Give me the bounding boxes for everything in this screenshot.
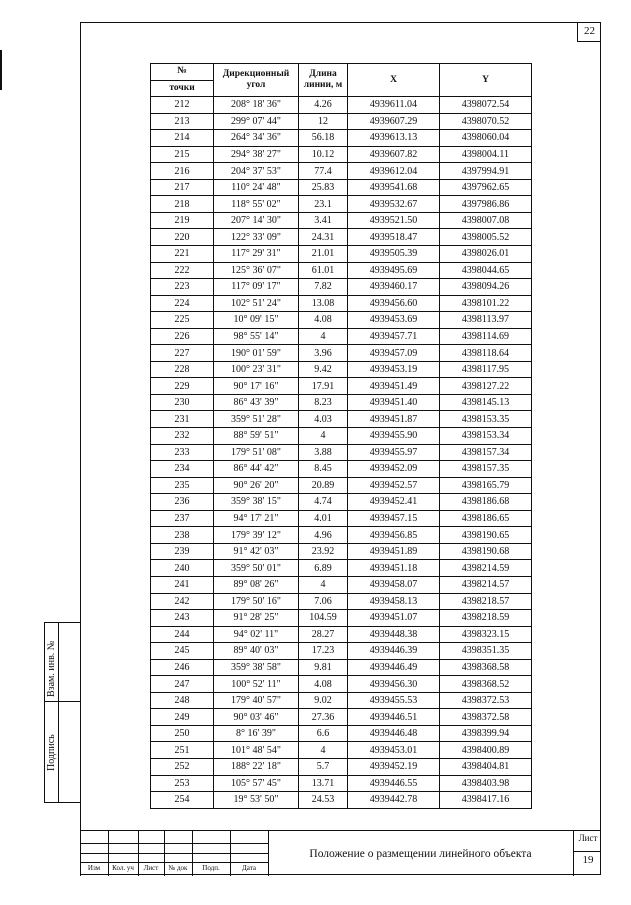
tb-col-line (573, 831, 574, 876)
table-row (151, 676, 532, 693)
coord-x: 4939451.18 (348, 560, 440, 577)
point-number: 220 (151, 229, 214, 246)
coord-x: 4939451.89 (348, 543, 440, 560)
coord-y: 4398118.64 (440, 345, 532, 362)
coord-x: 4939611.04 (348, 97, 440, 114)
table-row (151, 179, 532, 196)
direction-angle: 359° 38' 15" (214, 494, 299, 511)
coord-y: 4398186.65 (440, 510, 532, 527)
table-row (151, 709, 532, 726)
line-length: 21.01 (299, 246, 348, 263)
table-row (151, 560, 532, 577)
point-number: 249 (151, 709, 214, 726)
point-number: 237 (151, 510, 214, 527)
direction-angle: 264° 34' 36" (214, 130, 299, 147)
coord-y: 4398403.98 (440, 775, 532, 792)
direction-angle: 86° 43' 39" (214, 394, 299, 411)
tb-col-kol: Кол. уч (112, 864, 134, 872)
point-number: 243 (151, 610, 214, 627)
line-length: 8.45 (299, 461, 348, 478)
table-row (151, 643, 532, 660)
coord-y: 4398404.81 (440, 758, 532, 775)
coord-y: 4398214.59 (440, 560, 532, 577)
coord-x: 4939541.68 (348, 179, 440, 196)
direction-angle: 100° 52' 11" (214, 676, 299, 693)
direction-angle: 207° 14' 30" (214, 212, 299, 229)
line-length: 4 (299, 428, 348, 445)
point-number: 214 (151, 130, 214, 147)
coord-y: 4398190.68 (440, 543, 532, 560)
coord-x: 4939446.39 (348, 643, 440, 660)
table-row (151, 477, 532, 494)
line-length: 9.81 (299, 659, 348, 676)
coord-y: 4398007.08 (440, 212, 532, 229)
point-number: 251 (151, 742, 214, 759)
header-x: X (348, 64, 440, 97)
point-number: 250 (151, 725, 214, 742)
direction-angle: 101° 48' 54" (214, 742, 299, 759)
table-row (151, 262, 532, 279)
coord-y: 4398153.35 (440, 411, 532, 428)
coord-x: 4939456.60 (348, 295, 440, 312)
direction-angle: 110° 24' 48" (214, 179, 299, 196)
point-number: 221 (151, 246, 214, 263)
direction-angle: 90° 03' 46" (214, 709, 299, 726)
coordinates-table (150, 63, 532, 809)
line-length: 104.59 (299, 610, 348, 627)
coord-y: 4398044.65 (440, 262, 532, 279)
direction-angle: 8° 16' 39" (214, 725, 299, 742)
line-length: 27.36 (299, 709, 348, 726)
point-number: 248 (151, 692, 214, 709)
table-row (151, 312, 532, 329)
title-block (80, 830, 601, 876)
table-row (151, 146, 532, 163)
header-num: № (151, 64, 214, 81)
direction-angle: 359° 50' 01" (214, 560, 299, 577)
table-row (151, 113, 532, 130)
coord-y: 4397986.86 (440, 196, 532, 213)
line-length: 23.92 (299, 543, 348, 560)
coord-x: 4939612.04 (348, 163, 440, 180)
coord-x: 4939613.13 (348, 130, 440, 147)
table-row (151, 246, 532, 263)
point-number: 241 (151, 576, 214, 593)
coord-y: 4398145.13 (440, 394, 532, 411)
direction-angle: 90° 26' 20" (214, 477, 299, 494)
direction-angle: 118° 55' 02" (214, 196, 299, 213)
line-length: 4.03 (299, 411, 348, 428)
line-length: 6.6 (299, 725, 348, 742)
coord-y: 4397962.65 (440, 179, 532, 196)
table-row (151, 659, 532, 676)
coord-y: 4398070.52 (440, 113, 532, 130)
point-number: 244 (151, 626, 214, 643)
line-length: 5.7 (299, 758, 348, 775)
list-label: Лист (578, 833, 598, 843)
coord-x: 4939455.97 (348, 444, 440, 461)
point-number: 246 (151, 659, 214, 676)
coord-y: 4398026.01 (440, 246, 532, 263)
direction-angle: 102° 51' 24" (214, 295, 299, 312)
coord-x: 4939458.13 (348, 593, 440, 610)
coord-y: 4398218.59 (440, 610, 532, 627)
line-length: 3.41 (299, 212, 348, 229)
line-length: 8.23 (299, 394, 348, 411)
direction-angle: 122° 33' 09" (214, 229, 299, 246)
table-row (151, 576, 532, 593)
line-length: 13.71 (299, 775, 348, 792)
table-row (151, 361, 532, 378)
direction-angle: 88° 59' 51" (214, 428, 299, 445)
table-row (151, 610, 532, 627)
direction-angle: 19° 53' 50" (214, 792, 299, 809)
table-body (151, 97, 532, 809)
line-length: 4.26 (299, 97, 348, 114)
direction-angle: 190° 01' 59" (214, 345, 299, 362)
table-row (151, 345, 532, 362)
direction-angle: 179° 40' 57" (214, 692, 299, 709)
coord-y: 4398351.35 (440, 643, 532, 660)
coord-x: 4939607.82 (348, 146, 440, 163)
coord-y: 4398165.79 (440, 477, 532, 494)
side-col-divider (58, 623, 59, 802)
point-number: 234 (151, 461, 214, 478)
coord-y: 4398101.22 (440, 295, 532, 312)
table-row (151, 758, 532, 775)
table-row (151, 775, 532, 792)
coord-x: 4939446.55 (348, 775, 440, 792)
coord-y: 4398368.52 (440, 676, 532, 693)
line-length: 4.96 (299, 527, 348, 544)
side-row-divider (45, 701, 80, 702)
coord-x: 4939451.49 (348, 378, 440, 395)
table-row (151, 212, 532, 229)
point-number: 235 (151, 477, 214, 494)
line-length: 4.01 (299, 510, 348, 527)
table-row (151, 130, 532, 147)
point-number: 253 (151, 775, 214, 792)
coord-x: 4939455.53 (348, 692, 440, 709)
coord-y: 4398400.89 (440, 742, 532, 759)
direction-angle: 89° 08' 26" (214, 576, 299, 593)
coord-y: 4398417.16 (440, 792, 532, 809)
header-angle: Дирекционный угол (214, 64, 299, 97)
document-title: Положение о размещении линейного объекта (309, 847, 532, 860)
table-row (151, 229, 532, 246)
point-number: 218 (151, 196, 214, 213)
point-number: 230 (151, 394, 214, 411)
line-length: 4.08 (299, 676, 348, 693)
coord-y: 4398372.53 (440, 692, 532, 709)
coord-x: 4939518.47 (348, 229, 440, 246)
point-number: 215 (151, 146, 214, 163)
coord-x: 4939452.19 (348, 758, 440, 775)
coord-x: 4939446.51 (348, 709, 440, 726)
table-row (151, 461, 532, 478)
direction-angle: 117° 29' 31" (214, 246, 299, 263)
line-length: 24.53 (299, 792, 348, 809)
coord-x: 4939505.39 (348, 246, 440, 263)
header-y: Y (440, 64, 532, 97)
coord-x: 4939456.85 (348, 527, 440, 544)
point-number: 213 (151, 113, 214, 130)
line-length: 24.31 (299, 229, 348, 246)
table-row (151, 428, 532, 445)
line-length: 17.23 (299, 643, 348, 660)
direction-angle: 94° 02' 11" (214, 626, 299, 643)
line-length: 25.83 (299, 179, 348, 196)
table-row (151, 378, 532, 395)
coord-x: 4939532.67 (348, 196, 440, 213)
tb-col-data: Дата (242, 864, 256, 872)
direction-angle: 294° 38' 27" (214, 146, 299, 163)
coord-y: 4398004.11 (440, 146, 532, 163)
coord-x: 4939495.69 (348, 262, 440, 279)
coord-x: 4939442.78 (348, 792, 440, 809)
table-row (151, 494, 532, 511)
point-number: 247 (151, 676, 214, 693)
side-strip (44, 622, 80, 803)
table-row (151, 328, 532, 345)
line-length: 9.42 (299, 361, 348, 378)
coord-y: 4398218.57 (440, 593, 532, 610)
line-length: 77.4 (299, 163, 348, 180)
table-row (151, 543, 532, 560)
coord-y: 4398372.58 (440, 709, 532, 726)
line-length: 3.96 (299, 345, 348, 362)
coord-y: 4398157.34 (440, 444, 532, 461)
coord-x: 4939456.30 (348, 676, 440, 693)
point-number: 219 (151, 212, 214, 229)
coord-x: 4939458.07 (348, 576, 440, 593)
line-length: 3.88 (299, 444, 348, 461)
coord-x: 4939448.38 (348, 626, 440, 643)
table-row (151, 295, 532, 312)
direction-angle: 125° 36' 07" (214, 262, 299, 279)
table-row (151, 196, 532, 213)
coord-x: 4939453.01 (348, 742, 440, 759)
point-number: 222 (151, 262, 214, 279)
coord-x: 4939453.69 (348, 312, 440, 329)
coord-x: 4939452.57 (348, 477, 440, 494)
coord-y: 4398214.57 (440, 576, 532, 593)
tb-col-izm: Изм (87, 864, 101, 872)
direction-angle: 86° 44' 42" (214, 461, 299, 478)
tb-col-podp: Подп. (202, 864, 220, 872)
line-length: 6.89 (299, 560, 348, 577)
point-number: 252 (151, 758, 214, 775)
coord-y: 4398368.58 (440, 659, 532, 676)
line-length: 17.91 (299, 378, 348, 395)
header-point: точки (151, 80, 214, 97)
table-row (151, 97, 532, 114)
point-number: 236 (151, 494, 214, 511)
point-number: 232 (151, 428, 214, 445)
coord-y: 4397994.91 (440, 163, 532, 180)
direction-angle: 179° 39' 12" (214, 527, 299, 544)
coord-y: 4398094.26 (440, 279, 532, 296)
table-row (151, 792, 532, 809)
direction-angle: 89° 40' 03" (214, 643, 299, 660)
coord-y: 4398117.95 (440, 361, 532, 378)
edge-mark (0, 50, 2, 90)
coord-y: 4398060.04 (440, 130, 532, 147)
line-length: 28.27 (299, 626, 348, 643)
point-number: 254 (151, 792, 214, 809)
line-length: 4.74 (299, 494, 348, 511)
tb-col-dok: № док (168, 864, 188, 872)
coord-x: 4939457.09 (348, 345, 440, 362)
coord-x: 4939451.87 (348, 411, 440, 428)
coord-y: 4398127.22 (440, 378, 532, 395)
table-row (151, 692, 532, 709)
point-number: 226 (151, 328, 214, 345)
point-number: 224 (151, 295, 214, 312)
coord-x: 4939457.71 (348, 328, 440, 345)
direction-angle: 91° 42' 03" (214, 543, 299, 560)
table-row (151, 444, 532, 461)
point-number: 216 (151, 163, 214, 180)
direction-angle: 188° 22' 18" (214, 758, 299, 775)
table-row (151, 279, 532, 296)
table-row (151, 626, 532, 643)
line-length: 61.01 (299, 262, 348, 279)
direction-angle: 117° 09' 17" (214, 279, 299, 296)
table-row (151, 411, 532, 428)
coord-y: 4398186.68 (440, 494, 532, 511)
point-number: 229 (151, 378, 214, 395)
point-number: 233 (151, 444, 214, 461)
direction-angle: 359° 51' 28" (214, 411, 299, 428)
sheet-number-top: 22 (577, 22, 601, 42)
line-length: 56.18 (299, 130, 348, 147)
direction-angle: 98° 55' 14" (214, 328, 299, 345)
line-length: 4.08 (299, 312, 348, 329)
direction-angle: 204° 37' 53" (214, 163, 299, 180)
coord-y: 4398114.69 (440, 328, 532, 345)
list-number: 19 (582, 854, 594, 866)
direction-angle: 100° 23' 31" (214, 361, 299, 378)
point-number: 217 (151, 179, 214, 196)
coord-x: 4939455.90 (348, 428, 440, 445)
coord-y: 4398005.52 (440, 229, 532, 246)
line-length: 12 (299, 113, 348, 130)
coord-x: 4939452.09 (348, 461, 440, 478)
direction-angle: 10° 09' 15" (214, 312, 299, 329)
table-row (151, 593, 532, 610)
direction-angle: 90° 17' 16" (214, 378, 299, 395)
line-length: 4 (299, 742, 348, 759)
line-length: 10.12 (299, 146, 348, 163)
line-length: 20.89 (299, 477, 348, 494)
table-row (151, 163, 532, 180)
point-number: 225 (151, 312, 214, 329)
coord-x: 4939451.07 (348, 610, 440, 627)
direction-angle: 179° 50' 16" (214, 593, 299, 610)
point-number: 240 (151, 560, 214, 577)
vzam-inv-label: Взам. инв. № (46, 640, 57, 697)
line-length: 13.08 (299, 295, 348, 312)
coord-y: 4398113.97 (440, 312, 532, 329)
point-number: 227 (151, 345, 214, 362)
point-number: 212 (151, 97, 214, 114)
coord-y: 4398190.65 (440, 527, 532, 544)
direction-angle: 94° 17' 21" (214, 510, 299, 527)
coord-x: 4939457.15 (348, 510, 440, 527)
line-length: 23.1 (299, 196, 348, 213)
coord-x: 4939453.19 (348, 361, 440, 378)
point-number: 239 (151, 543, 214, 560)
line-length: 4 (299, 576, 348, 593)
point-number: 228 (151, 361, 214, 378)
point-number: 245 (151, 643, 214, 660)
line-length: 9.02 (299, 692, 348, 709)
coord-x: 4939460.17 (348, 279, 440, 296)
line-length: 7.82 (299, 279, 348, 296)
table-row (151, 742, 532, 759)
coord-x: 4939607.29 (348, 113, 440, 130)
coord-y: 4398072.54 (440, 97, 532, 114)
direction-angle: 91° 28' 25" (214, 610, 299, 627)
point-number: 238 (151, 527, 214, 544)
line-length: 4 (299, 328, 348, 345)
direction-angle: 105° 57' 45" (214, 775, 299, 792)
coord-y: 4398153.34 (440, 428, 532, 445)
coord-x: 4939451.40 (348, 394, 440, 411)
coord-y: 4398323.15 (440, 626, 532, 643)
point-number: 223 (151, 279, 214, 296)
tb-col-list: Лист (143, 864, 159, 872)
table-row (151, 527, 532, 544)
direction-angle: 179° 51' 08" (214, 444, 299, 461)
point-number: 242 (151, 593, 214, 610)
coord-x: 4939446.48 (348, 725, 440, 742)
coord-x: 4939452.41 (348, 494, 440, 511)
direction-angle: 359° 38' 58" (214, 659, 299, 676)
table-row (151, 725, 532, 742)
direction-angle: 208° 18' 36" (214, 97, 299, 114)
point-number: 231 (151, 411, 214, 428)
tb-list-divider (573, 851, 601, 852)
coord-x: 4939521.50 (348, 212, 440, 229)
table-row (151, 394, 532, 411)
coord-y: 4398399.94 (440, 725, 532, 742)
direction-angle: 299° 07' 44" (214, 113, 299, 130)
coord-x: 4939446.49 (348, 659, 440, 676)
header-length: Длина линии, м (299, 64, 348, 97)
coord-y: 4398157.35 (440, 461, 532, 478)
podpis-label: Подпись (46, 734, 57, 771)
table-row (151, 510, 532, 527)
line-length: 7.06 (299, 593, 348, 610)
